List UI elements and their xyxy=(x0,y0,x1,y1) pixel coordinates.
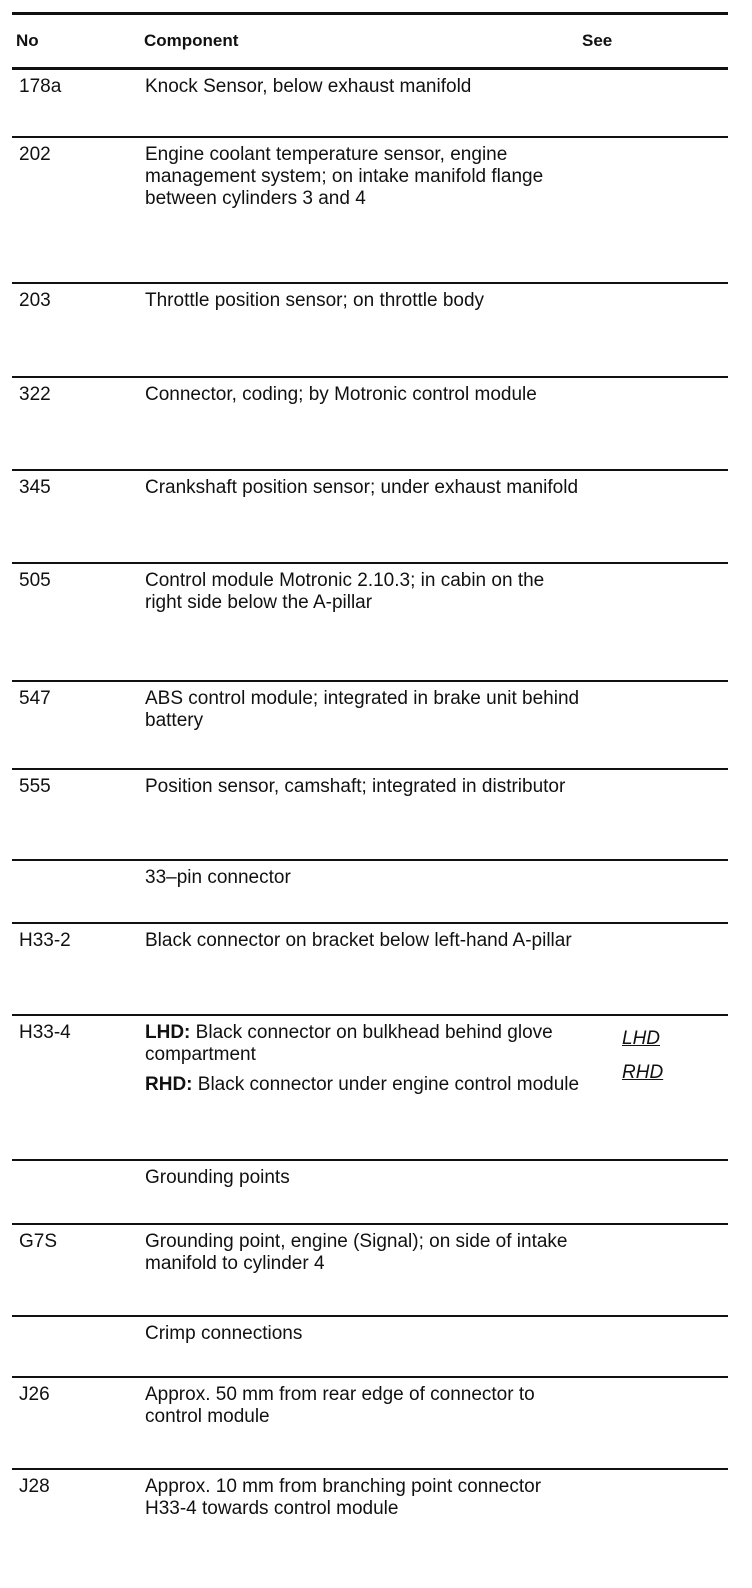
table-row xyxy=(12,68,728,138)
see-lhd-link[interactable]: LHD xyxy=(622,1028,661,1049)
header-no: No xyxy=(16,31,39,50)
row-component: Grounding point, engine (Signal); on side of intake manifold to cylinder 4 xyxy=(145,1231,568,1274)
table-row xyxy=(12,768,728,861)
table-row xyxy=(12,376,728,471)
header-see: See xyxy=(582,31,613,50)
lhd-label: LHD: xyxy=(145,1022,191,1043)
row-component: Black connector on bracket below left-hand A-pillar xyxy=(145,930,572,951)
row-no: J28 xyxy=(19,1476,50,1497)
section-row-crimp-connections xyxy=(12,1315,728,1378)
row-component: 33–pin connector xyxy=(145,867,291,888)
row-no: G7S xyxy=(19,1231,58,1252)
row-component: Knock Sensor, below exhaust manifold xyxy=(145,76,472,97)
row-no: H33-2 xyxy=(19,930,71,951)
row-no: J26 xyxy=(19,1384,50,1405)
lhd-note xyxy=(145,1022,585,1066)
table-row xyxy=(12,1468,728,1580)
rhd-text: Black connector under engine control module xyxy=(197,1074,580,1095)
row-component: Engine coolant temperature sensor, engine management system; on intake manifold flange between cylinders 3 and 4 xyxy=(145,144,544,209)
row-no: 505 xyxy=(19,570,51,591)
row-no: 322 xyxy=(19,384,51,405)
row-component: Connector, coding; by Motronic control module xyxy=(145,384,537,405)
rhd-note xyxy=(145,1074,585,1096)
row-component xyxy=(145,1022,585,1096)
row-component: Grounding points xyxy=(145,1167,290,1188)
table-row xyxy=(12,1014,728,1161)
see-rhd-link[interactable]: RHD xyxy=(622,1062,664,1083)
table-row xyxy=(12,282,728,378)
row-no: 178a xyxy=(19,76,62,97)
table-row xyxy=(12,562,728,682)
row-no: 555 xyxy=(19,776,51,797)
row-no: H33-4 xyxy=(19,1022,71,1043)
table-row xyxy=(12,680,728,770)
section-row-grounding-points xyxy=(12,1159,728,1225)
row-no: 547 xyxy=(19,688,51,709)
row-component: Crankshaft position sensor; under exhaust manifold xyxy=(145,477,579,498)
table-header xyxy=(12,12,728,70)
row-no: 345 xyxy=(19,477,51,498)
row-component: Approx. 50 mm from rear edge of connector to control module xyxy=(145,1384,535,1427)
row-component: Position sensor, camshaft; integrated in distributor xyxy=(145,776,566,797)
row-component: Crimp connections xyxy=(145,1323,303,1344)
rhd-label: RHD: xyxy=(145,1074,193,1095)
row-no: 202 xyxy=(19,144,51,165)
lhd-text: Black connector on bulkhead behind glove compartment xyxy=(145,1022,553,1065)
table-row xyxy=(12,1376,728,1470)
section-row-33-pin-connector xyxy=(12,859,728,924)
table-row xyxy=(12,922,728,1016)
row-component: Throttle position sensor; on throttle body xyxy=(145,290,485,311)
row-component: ABS control module; integrated in brake unit behind battery xyxy=(145,688,580,731)
table-row xyxy=(12,136,728,284)
table-row xyxy=(12,469,728,564)
table-row xyxy=(12,1223,728,1317)
header-component: Component xyxy=(144,31,239,50)
row-component: Approx. 10 mm from branching point connector H33-4 towards control module xyxy=(145,1476,542,1519)
row-no: 203 xyxy=(19,290,51,311)
row-component: Control module Motronic 2.10.3; in cabin on the right side below the A-pillar xyxy=(145,570,545,613)
